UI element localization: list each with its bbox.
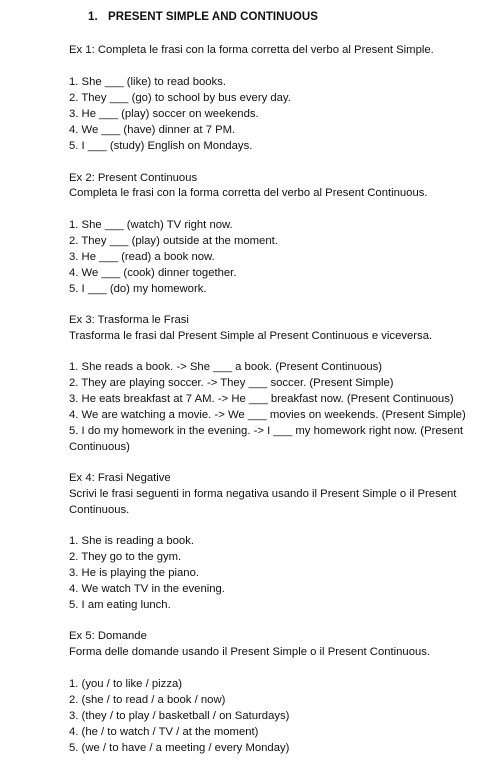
heading-text: PRESENT SIMPLE AND CONTINUOUS <box>108 11 318 23</box>
ex1-title: Ex 1: Completa le frasi con la forma corretta del verbo al Present Simple. <box>69 44 434 56</box>
ex2-instruction: Completa le frasi con la forma corretta del verbo al Present Continuous. <box>69 187 428 199</box>
ex5-item-3: 3. (they / to play / basketball / on Saturdays) <box>69 710 290 722</box>
ex4-item-3: 3. He is playing the piano. <box>69 567 199 579</box>
ex3-item-1: 1. She reads a book. -> She ___ a book. (Present Continuous) <box>69 361 383 373</box>
ex4-item-5: 5. I am eating lunch. <box>69 599 171 611</box>
ex5-item-2: 2. (she / to read / a book / now) <box>69 694 226 706</box>
ex3-instruction: Trasforma le frasi dal Present Simple al Present Continuous e viceversa. <box>69 330 433 342</box>
ex2-item-5: 5. I ___ (do) my homework. <box>69 283 207 295</box>
document-heading <box>88 11 318 23</box>
ex4-instruction: Scrivi le frasi seguenti in forma negativa usando il Present Simple o il Present Continuous. <box>69 488 457 516</box>
ex4-item-1: 1. She is reading a book. <box>69 535 194 547</box>
ex1-item-5: 5. I ___ (study) English on Mondays. <box>69 140 253 152</box>
ex2-item-2: 2. They ___ (play) outside at the moment. <box>69 235 278 247</box>
ex1-item-4: 4. We ___ (have) dinner at 7 PM. <box>69 124 236 136</box>
ex4-title: Ex 4: Frasi Negative <box>69 472 171 484</box>
ex2-item-4: 4. We ___ (cook) dinner together. <box>69 267 237 279</box>
ex1-item-2: 2. They ___ (go) to school by bus every day. <box>69 92 291 104</box>
ex2-item-3: 3. He ___ (read) a book now. <box>69 251 215 263</box>
ex2-item-1: 1. She ___ (watch) TV right now. <box>69 219 233 231</box>
ex5-item-5: 5. (we / to have / a meeting / every Monday) <box>69 742 290 754</box>
ex1-item-1: 1. She ___ (like) to read books. <box>69 76 226 88</box>
ex3-title: Ex 3: Trasforma le Frasi <box>69 314 189 326</box>
ex5-instruction: Forma delle domande usando il Present Simple o il Present Continuous. <box>69 646 431 658</box>
ex2-title: Ex 2: Present Continuous <box>69 172 198 184</box>
ex5-item-4: 4. (he / to watch / TV / at the moment) <box>69 726 259 738</box>
ex4-item-2: 2. They go to the gym. <box>69 551 182 563</box>
ex3-item-5: 5. I do my homework in the evening. -> I ___ my homework right now. (Present Continuous) <box>69 425 464 453</box>
ex5-title: Ex 5: Domande <box>69 630 147 642</box>
heading-number: 1. <box>88 11 98 23</box>
ex5-item-1: 1. (you / to like / pizza) <box>69 678 183 690</box>
ex1-item-3: 3. He ___ (play) soccer on weekends. <box>69 108 259 120</box>
ex3-item-3: 3. He eats breakfast at 7 AM. -> He ___ breakfast now. (Present Continuous) <box>69 393 454 405</box>
ex4-item-4: 4. We watch TV in the evening. <box>69 583 225 595</box>
ex3-item-4: 4. We are watching a movie. -> We ___ movies on weekends. (Present Simple) <box>69 409 466 421</box>
ex3-item-2: 2. They are playing soccer. -> They ___ soccer. (Present Simple) <box>69 377 394 389</box>
